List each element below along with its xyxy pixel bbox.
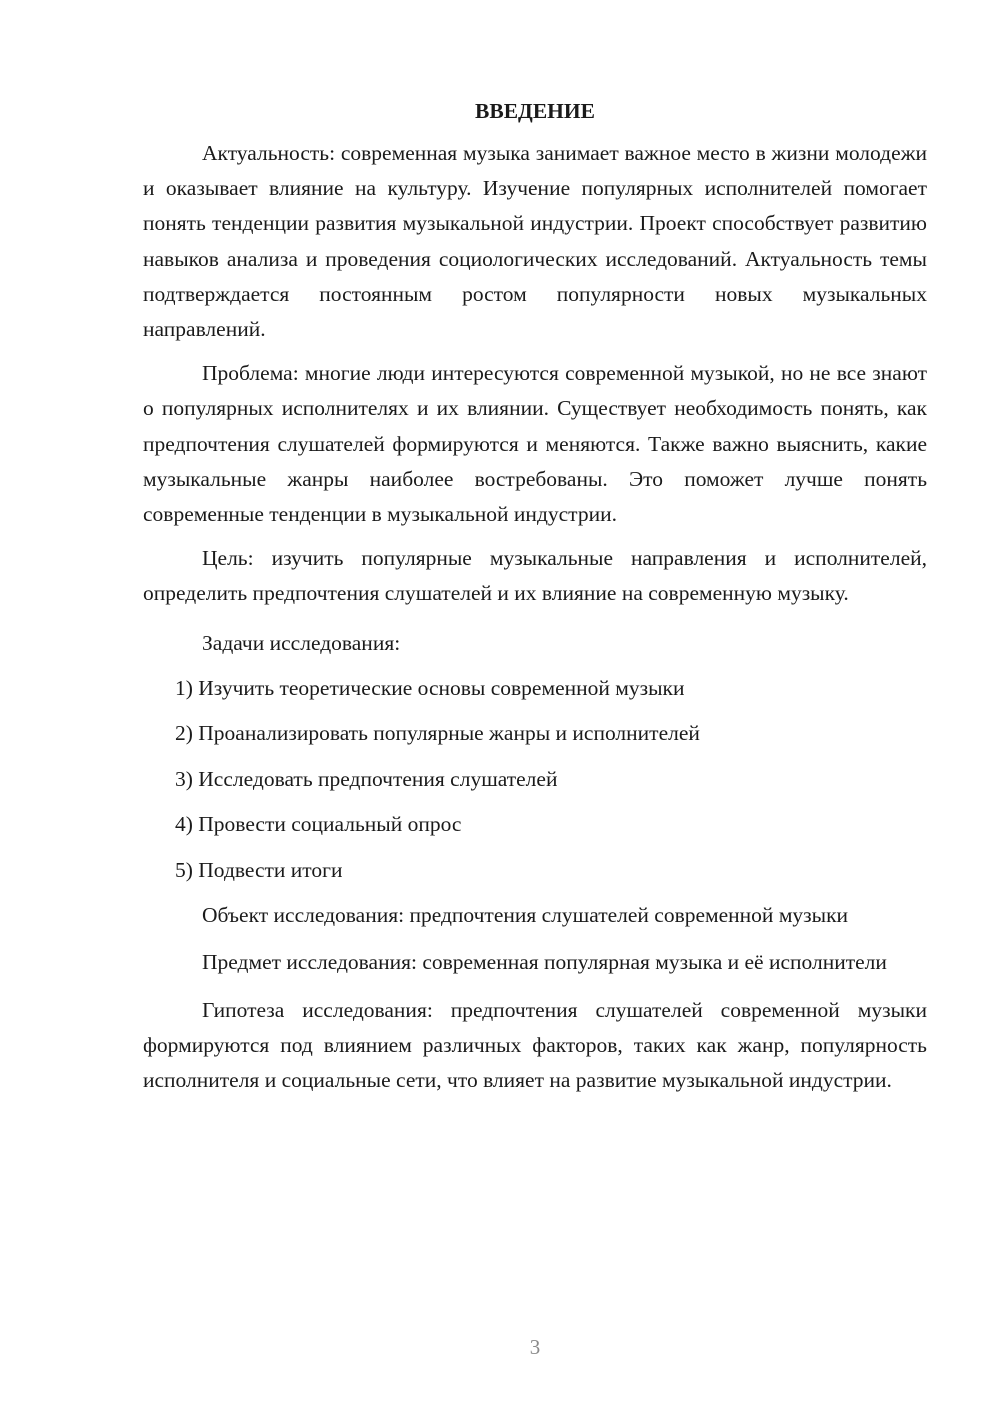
object-paragraph: Объект исследования: предпочтения слушателей современной музыки	[202, 903, 849, 928]
task-list	[143, 671, 927, 888]
goal-paragraph: Цель: изучить популярные музыкальные направления и исполнителей, определить предпочтения слушателей и их влияние на современную музыку.	[143, 546, 927, 606]
tasks-heading: Задачи исследования:	[202, 630, 401, 655]
task-item: 4) Провести социальный опрос	[175, 812, 462, 837]
task-item: 3) Исследовать предпочтения слушателей	[175, 766, 558, 791]
task-item: 1) Изучить теоретические основы современной музыки	[175, 675, 685, 700]
subject-paragraph: Предмет исследования: современная популярная музыка и её исполнители	[202, 950, 887, 975]
problem-paragraph: Проблема: многие люди интересуются современной музыкой, но не все знают о популярных исполнителях и их влиянии. Существует необходимость понять, как предпочтения слушателей формируются и меняются. Также важно выяснить, какие музыкальные жанры наиболее востребованы. Это поможет лучше понять современные тенденции в музыкальной индустрии.	[143, 361, 927, 527]
relevance-paragraph: Актуальность: современная музыка занимает важное место в жизни молодежи и оказывает влияние на культуру. Изучение популярных исполнителей помогает понять тенденции развития музыкальной индустрии. Проект способствует развитию навыков анализа и проведения социологических исследований. Актуальность темы подтверждается постоянным ростом популярности новых музыкальных направлений.	[143, 141, 927, 342]
page-number: 3	[529, 1335, 541, 1359]
hypothesis-paragraph: Гипотеза исследования: предпочтения слушателей современной музыки формируются под влиянием различных факторов, таких как жанр, популярность исполнителя и социальные сети, что влияет на развитие музыкальной индустрии.	[143, 997, 927, 1092]
task-item: 5) Подвести итоги	[175, 857, 343, 882]
page-title: ВВЕДЕНИЕ	[475, 99, 595, 123]
page-content	[143, 96, 927, 1098]
task-item: 2) Проанализировать популярные жанры и исполнителей	[175, 721, 700, 746]
